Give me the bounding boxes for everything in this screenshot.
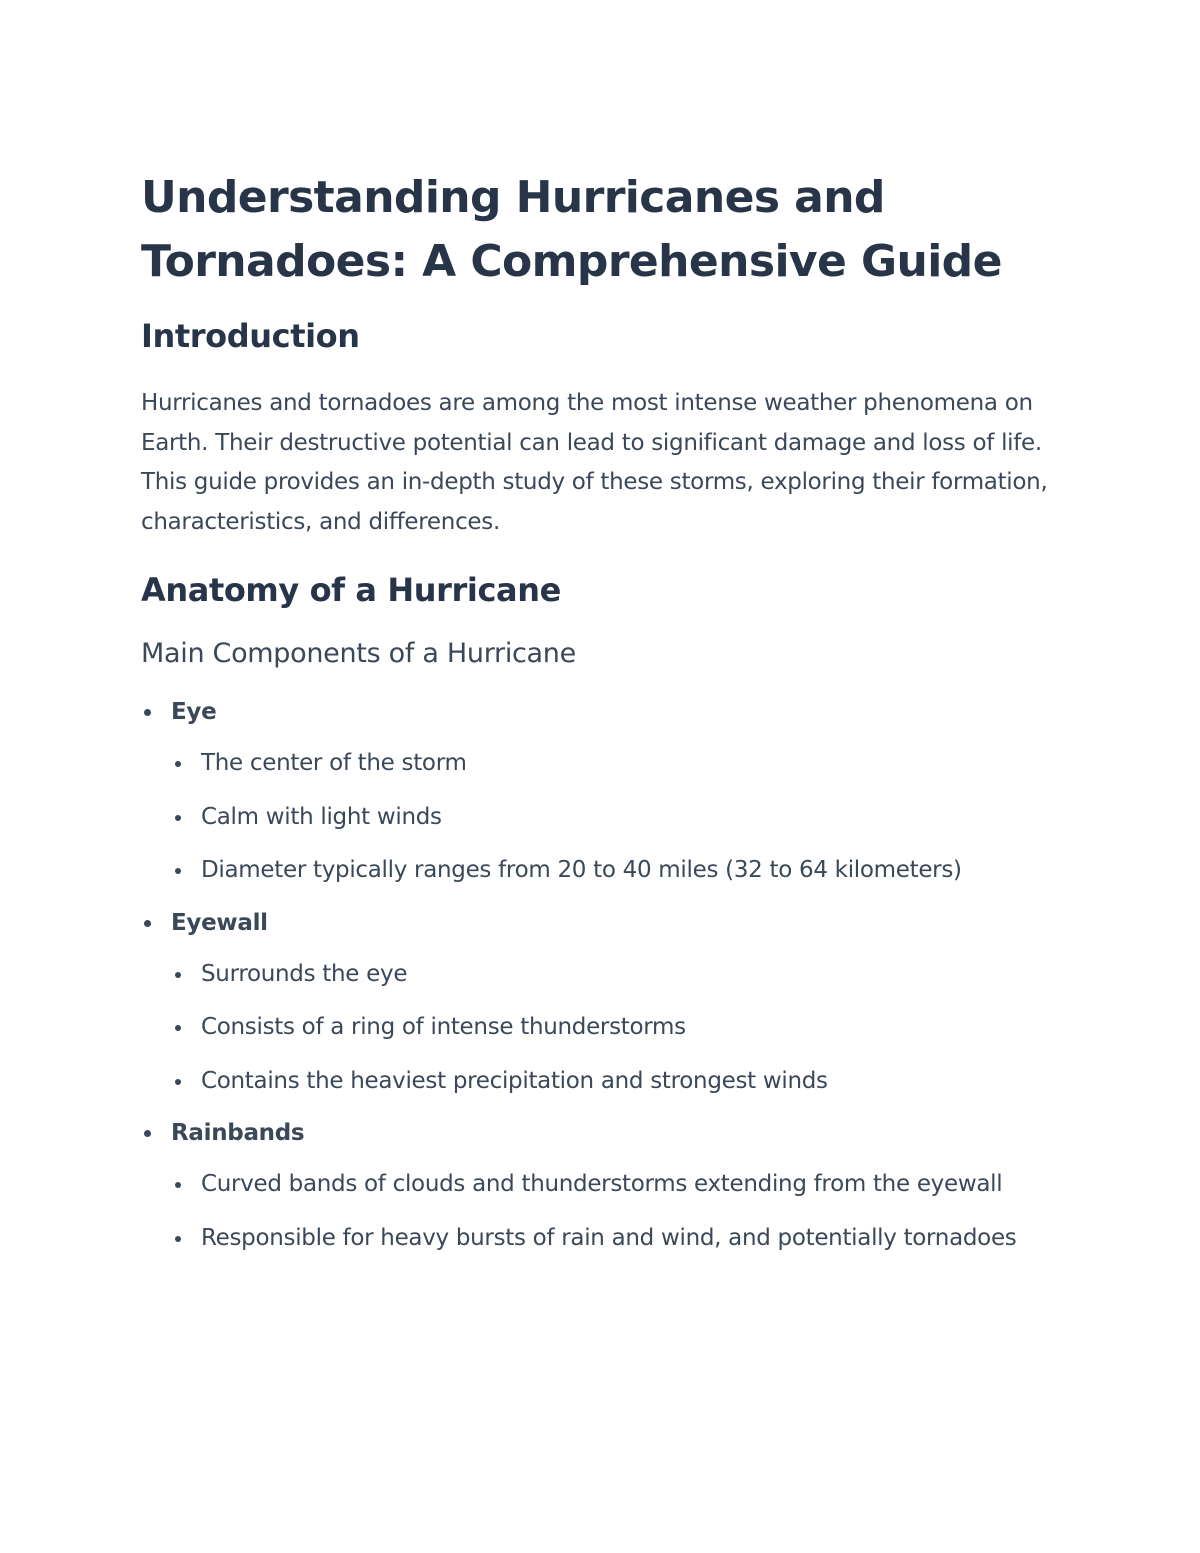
list-item bbox=[171, 1165, 1061, 1205]
list-item bbox=[171, 955, 1061, 995]
bullet-icon bbox=[144, 1130, 151, 1137]
bullet-icon bbox=[175, 972, 181, 978]
bullet-icon bbox=[175, 815, 181, 821]
list-item-text: Contains the heaviest precipitation and strongest winds bbox=[201, 1067, 828, 1094]
list-item bbox=[171, 1008, 1061, 1048]
components-subheading: Main Components of a Hurricane bbox=[141, 638, 576, 669]
component-label: Eye bbox=[171, 699, 217, 725]
list-item-text: Calm with light winds bbox=[201, 803, 442, 830]
introduction-heading: Introduction bbox=[141, 317, 360, 355]
component-label: Eyewall bbox=[171, 909, 268, 936]
document-page bbox=[141, 166, 1061, 1258]
component-item-eye bbox=[141, 694, 1061, 891]
bullet-icon bbox=[175, 1025, 181, 1031]
component-details-list bbox=[171, 955, 1061, 1102]
bullet-icon bbox=[175, 1182, 181, 1188]
component-details-list bbox=[171, 744, 1061, 891]
list-item-text: Surrounds the eye bbox=[201, 960, 408, 987]
list-item bbox=[171, 798, 1061, 838]
components-list bbox=[141, 694, 1061, 1258]
list-item-text: Curved bands of clouds and thunderstorms extending from the eyewall bbox=[201, 1171, 1003, 1197]
introduction-paragraph: Hurricanes and tornadoes are among the most intense weather phenomena on Earth. Their destructive potential can lead to significant damage and loss of life. This guide provides an in-depth study of these storms, exploring their formation, characteristics, and differences. bbox=[141, 390, 1048, 535]
list-item bbox=[171, 744, 1061, 784]
bullet-icon bbox=[175, 1236, 181, 1242]
bullet-icon bbox=[175, 1079, 181, 1085]
bullet-icon bbox=[144, 920, 151, 927]
list-item-text: The center of the storm bbox=[201, 750, 467, 776]
bullet-icon bbox=[175, 761, 181, 767]
bullet-icon bbox=[144, 709, 151, 716]
list-item-text: Consists of a ring of intense thunderstorms bbox=[201, 1014, 686, 1040]
list-item-text: Responsible for heavy bursts of rain and wind, and potentially tornadoes bbox=[201, 1224, 1017, 1251]
anatomy-heading: Anatomy of a Hurricane bbox=[141, 571, 561, 609]
component-label: Rainbands bbox=[171, 1120, 305, 1146]
component-item-eyewall bbox=[141, 905, 1061, 1102]
list-item-text: Diameter typically ranges from 20 to 40 miles (32 to 64 kilometers) bbox=[201, 857, 962, 883]
document-title: Understanding Hurricanes and Tornadoes: A Comprehensive Guide bbox=[141, 172, 1002, 287]
component-item-rainbands bbox=[141, 1115, 1061, 1258]
list-item bbox=[171, 851, 1061, 891]
component-details-list bbox=[171, 1165, 1061, 1258]
bullet-icon bbox=[175, 868, 181, 874]
list-item bbox=[171, 1219, 1061, 1259]
list-item bbox=[171, 1062, 1061, 1102]
